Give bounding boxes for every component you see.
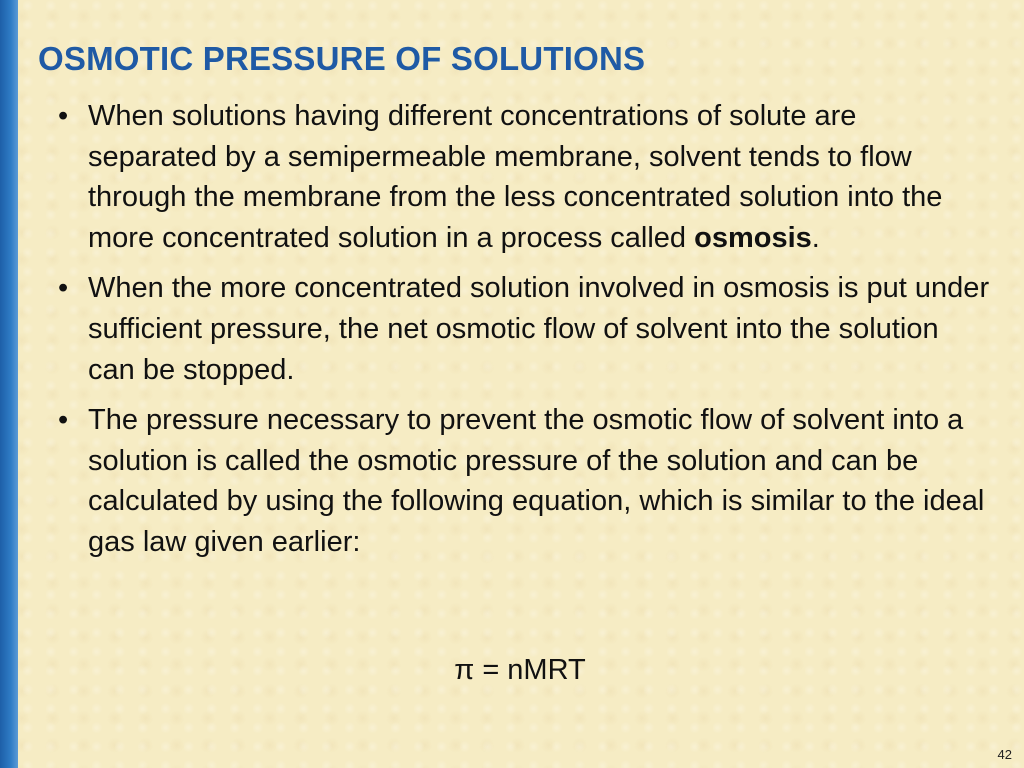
bullet-text: The pressure necessary to prevent the osmotic flow of solvent into a solution is called the osmotic pressure of the solution and can be calculated by using the following equation, which is similar to the ideal gas law given earlier:	[88, 404, 985, 558]
bullet-text: When solutions having different concentrations of solute are separated by a semipermeable membrane, solvent tends to flow through the membrane from the less concentrated solution into the more concentrated solution in a process called	[88, 100, 943, 254]
bullet-list	[56, 96, 991, 573]
bullet-text-end: .	[811, 221, 820, 254]
bullet-marker: •	[58, 100, 69, 132]
bullet-item-osmosis-definition	[56, 96, 991, 258]
slide-title: OSMOTIC PRESSURE OF SOLUTIONS	[38, 40, 646, 77]
side-accent-bar	[0, 0, 18, 768]
bullet-item-osmotic-pressure	[56, 400, 991, 562]
bullet-marker: •	[58, 272, 69, 305]
bullet-item-pressure-stop	[56, 268, 991, 390]
page-number: 42	[997, 747, 1012, 762]
bullet-marker: •	[58, 404, 69, 437]
osmotic-pressure-equation: π = nMRT	[454, 654, 586, 686]
bullet-text: When the more concentrated solution involved in osmosis is put under sufficient pressure, the net osmotic flow of solvent into the solution can be stopped.	[88, 272, 990, 386]
bold-term-osmosis: osmosis	[694, 221, 812, 254]
